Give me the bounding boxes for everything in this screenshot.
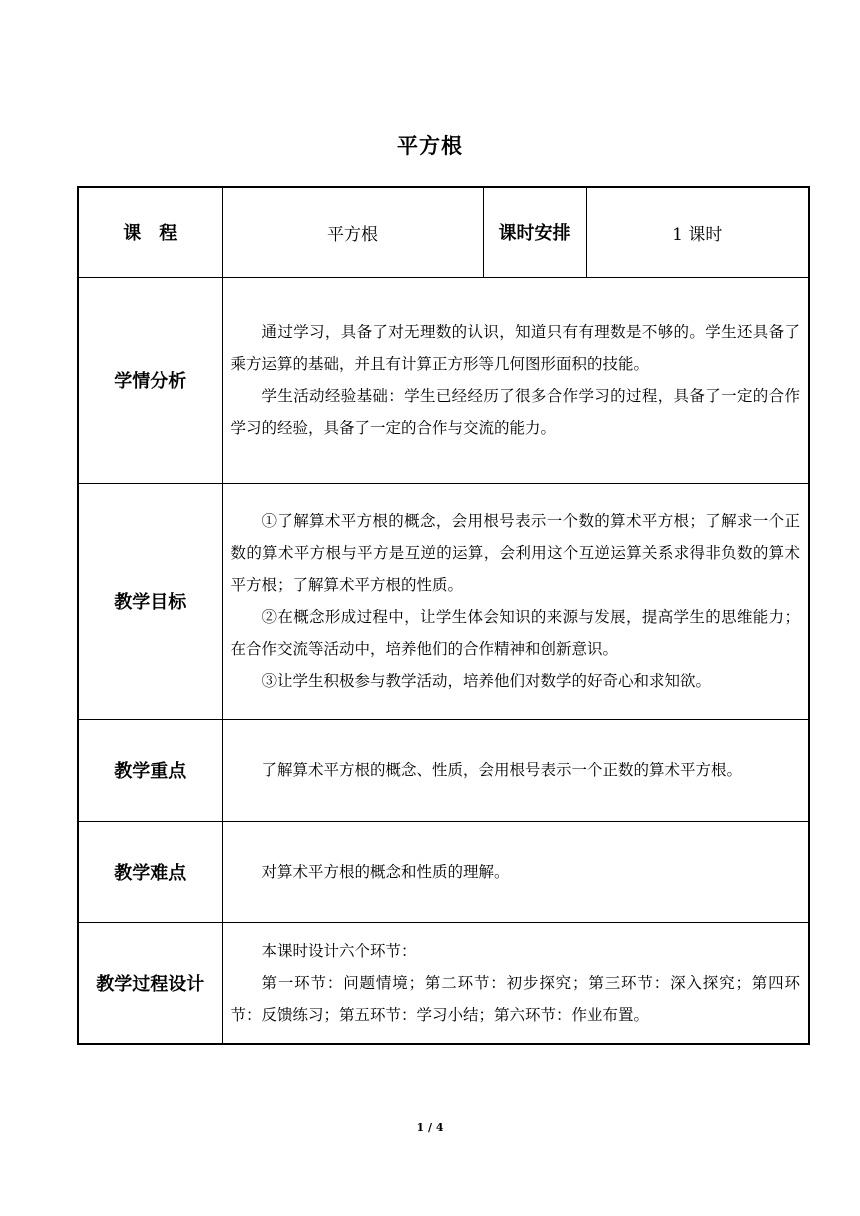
paragraph: 第一环节：问题情境；第二环节：初步探究；第三环节：深入探究；第四环节：反馈练习；第五环节：学习小结；第六环节：作业布置。 (230, 973, 800, 1024)
table-row-teaching-objectives (78, 483, 809, 719)
paragraph: 本课时设计六个环节： (261, 941, 417, 960)
key-points-content (222, 719, 809, 821)
paragraph: 学生活动经验基础：学生已经经历了很多合作学习的过程，具备了一定的合作学习的经验，具备了一定的合作与交流的能力。 (230, 387, 800, 437)
document-title: 平方根 (397, 134, 463, 158)
process-design-content (222, 922, 809, 1044)
schedule-label: 课时安排 (483, 187, 586, 277)
paragraph: ①了解算术平方根的概念，会用根号表示一个数的算术平方根；了解求一个正数的算术平方根与平方是互逆的运算，会利用这个互逆运算关系求得非负数的算术平方根；了解算术平方根的性质。 (230, 512, 800, 594)
table-row-key-points (78, 719, 809, 821)
paragraph: 对算术平方根的概念和性质的理解。 (261, 862, 510, 881)
teaching-objectives-content (222, 483, 809, 719)
teaching-objectives-label: 教学目标 (78, 483, 222, 719)
difficult-points-content (222, 821, 809, 922)
lesson-plan-table (77, 186, 810, 1045)
difficult-points-label: 教学难点 (78, 821, 222, 922)
paragraph: 了解算术平方根的概念、性质，会用根号表示一个正数的算术平方根。 (261, 761, 743, 779)
table-row-course (78, 187, 809, 277)
course-label: 课程 (78, 187, 222, 277)
table-row-process-design (78, 922, 809, 1044)
course-value: 平方根 (222, 187, 483, 277)
table-row-difficult-points (78, 821, 809, 922)
student-analysis-label: 学情分析 (78, 277, 222, 483)
process-design-label: 教学过程设计 (78, 922, 222, 1044)
schedule-value: 1 课时 (586, 187, 809, 277)
student-analysis-content (222, 277, 809, 483)
paragraph: ②在概念形成过程中，让学生体会知识的来源与发展，提高学生的思维能力；在合作交流等活动中，培养他们的合作精神和创新意识。 (230, 608, 800, 658)
table-row-student-analysis (78, 277, 809, 483)
page-number: 1 / 4 (416, 1121, 444, 1134)
key-points-label: 教学重点 (78, 719, 222, 821)
paragraph: 通过学习，具备了对无理数的认识，知道只有有理数是不够的。学生还具备了乘方运算的基础，并且有计算正方形等几何图形面积的技能。 (230, 323, 800, 373)
paragraph: ③让学生积极参与教学活动，培养他们对数学的好奇心和求知欲。 (261, 672, 712, 690)
